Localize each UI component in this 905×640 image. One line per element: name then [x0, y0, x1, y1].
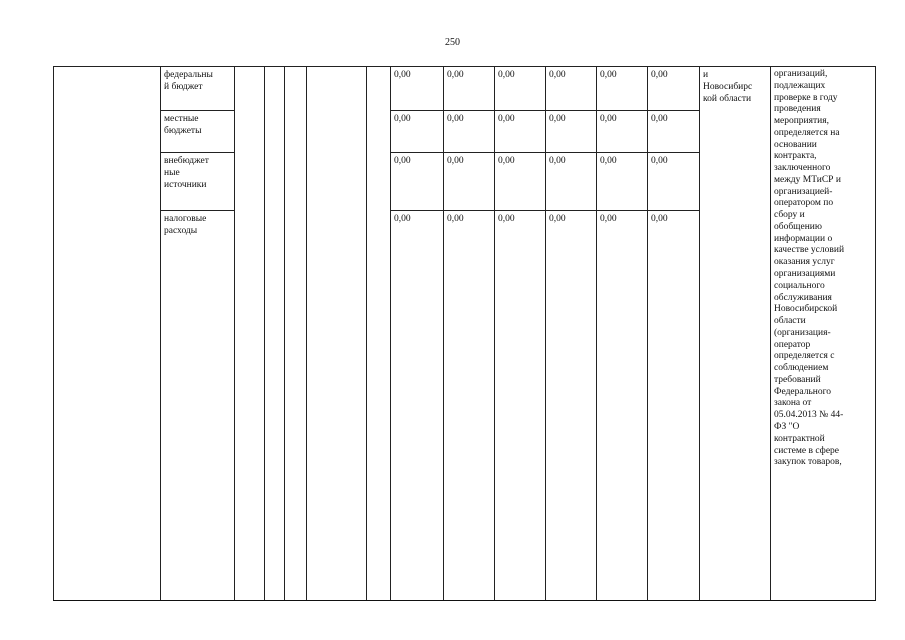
executor-cell: и Новосибирс кой области	[700, 67, 771, 601]
value-cell: 0,00	[546, 153, 597, 211]
value-cell: 0,00	[597, 111, 648, 153]
value-cell: 0,00	[648, 67, 700, 111]
value-cell: 0,00	[495, 153, 546, 211]
value-cell: 0,00	[444, 153, 495, 211]
value-cell: 0,00	[546, 67, 597, 111]
budget-table	[53, 66, 876, 601]
value-cell: 0,00	[444, 67, 495, 111]
value-cell: 0,00	[546, 111, 597, 153]
value-cell: 0,00	[648, 153, 700, 211]
value-cell: 0,00	[495, 111, 546, 153]
empty-cell	[307, 67, 367, 601]
page-number: 250	[445, 37, 460, 48]
value-cell: 0,00	[597, 211, 648, 601]
value-cell: 0,00	[597, 67, 648, 111]
funding-source-cell: внебюджет ные источники	[161, 153, 235, 211]
value-cell: 0,00	[444, 111, 495, 153]
empty-cell	[235, 67, 265, 601]
value-cell: 0,00	[546, 211, 597, 601]
funding-source-cell: налоговые расходы	[161, 211, 235, 601]
table-row	[54, 67, 876, 111]
value-cell: 0,00	[495, 67, 546, 111]
value-cell: 0,00	[495, 211, 546, 601]
funding-source-cell: местные бюджеты	[161, 111, 235, 153]
value-cell: 0,00	[597, 153, 648, 211]
empty-cell	[265, 67, 285, 601]
value-cell: 0,00	[391, 211, 444, 601]
empty-cell	[285, 67, 307, 601]
measure-cell	[54, 67, 161, 601]
value-cell: 0,00	[648, 211, 700, 601]
result-description-cell: организаций, подлежащих проверке в году проведения мероприятия, определяется на основании контракта, заключенного между МТиСР и организацией- оператором по сбору и обобщению информации о качестве условий оказания услуг организациями социального обслуживания Новосибирской области (организация- оператор определяется с соблюдением требований Федерального закона от 05.04.2013 № 44- ФЗ "О контрактной системе в сфере закупок товаров,	[771, 67, 876, 601]
value-cell: 0,00	[648, 111, 700, 153]
value-cell: 0,00	[391, 153, 444, 211]
funding-source-cell: федеральны й бюджет	[161, 67, 235, 111]
value-cell: 0,00	[391, 111, 444, 153]
value-cell: 0,00	[444, 211, 495, 601]
empty-cell	[367, 67, 391, 601]
value-cell: 0,00	[391, 67, 444, 111]
